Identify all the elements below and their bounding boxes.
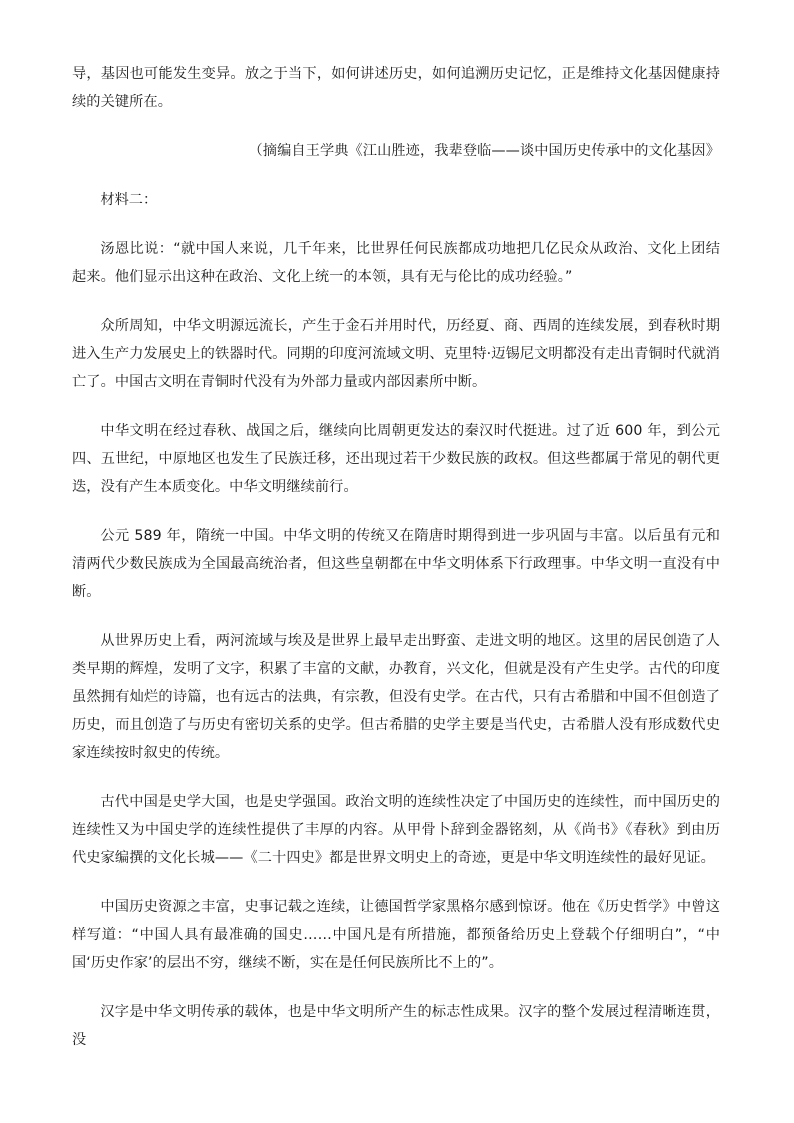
paragraph-sui-unification: 公元 589 年，隋统一中国。中华文明的传统又在隋唐时期得到进一步巩固与丰富。以后虽有元和清两代少数民族成为全国最高统治者，但这些皇朝都在中华文明体系下行政理事。中华文明一直没有中断。 xyxy=(72,528,720,600)
paragraph-toynbee-quote: 汤恩比说：“就中国人来说，几千年来，比世界任何民族都成功地把几亿民众从政治、文化上团结起来。他们显示出这种在政治、文化上统一的本领，具有无与伦比的成功经验。” xyxy=(72,241,720,285)
source-citation: （摘编自王学典《江山胜迹，我辈登临——谈中国历史传承中的文化基因》 xyxy=(248,143,720,159)
paragraph-qin-han: 中华文明在经过春秋、战国之后，继续向比周朝更发达的秦汉时代挺进。过了近 600 年，到公元四、五世纪，中原地区也发生了民族迁移，还出现过若干少数民族的政权。但这些都属于常见的朝代更迭，没有产生本质变化。中华文明继续前行。 xyxy=(72,423,720,495)
paragraph-chinese-characters: 汉字是中华文明传承的载体，也是中华文明所产生的标志性成果。汉字的整个发展过程清晰连贯，没 xyxy=(72,1004,720,1048)
section-heading-material-two: 材料二： xyxy=(100,192,158,208)
paragraph-world-history: 从世界历史上看，两河流域与埃及是世界上最早走出野蛮、走进文明的地区。这里的居民创造了人类早期的辉煌，发明了文字，积累了丰富的文献，办教育，兴文化，但就是没有产生史学。古代的印度虽然拥有灿烂的诗篇，也有远古的法典，有宗教，但没有史学。在古代，只有古希腊和中国不但创造了历史，而且创造了与历史有密切关系的史学。但古希腊的史学主要是当代史，古希腊人没有形成数代史家连续按时叙史的传统。 xyxy=(72,633,720,761)
paragraph-hegel: 中国历史资源之丰富，史事记载之连续，让德国哲学家黑格尔感到惊讶。他在《历史哲学》中曾这样写道：“中国人具有最准确的国史……中国凡是有所措施，都预备给历史上登载个仔细明白”，“中国‘历史作家’的层出不穷，继续不断，实在是任何民族所比不上的”。 xyxy=(72,899,720,971)
document-page xyxy=(72,60,720,1054)
paragraph-continued: 导，基因也可能发生变异。放之于当下，如何讲述历史，如何追溯历史记忆，正是维持文化基因健康持续的关键所在。 xyxy=(72,66,720,110)
paragraph-bronze-age: 众所周知，中华文明源远流长，产生于金石并用时代，历经夏、商、西周的连续发展，到春秋时期进入生产力发展史上的铁器时代。同期的印度河流域文明、克里特·迈锡尼文明都没有走出青铜时代就消亡了。中国古文明在青铜时代没有为外部力量或内部因素所中断。 xyxy=(72,318,720,390)
paragraph-historiography: 古代中国是史学大国，也是史学强国。政治文明的连续性决定了中国历史的连续性，而中国历史的连续性又为中国史学的连续性提供了丰厚的内容。从甲骨卜辞到金器铭刻，从《尚书》《春秋》到由历代史家编撰的文化长城——《二十四史》都是世界文明史上的奇迹，更是中华文明连续性的最好见证。 xyxy=(72,794,720,866)
